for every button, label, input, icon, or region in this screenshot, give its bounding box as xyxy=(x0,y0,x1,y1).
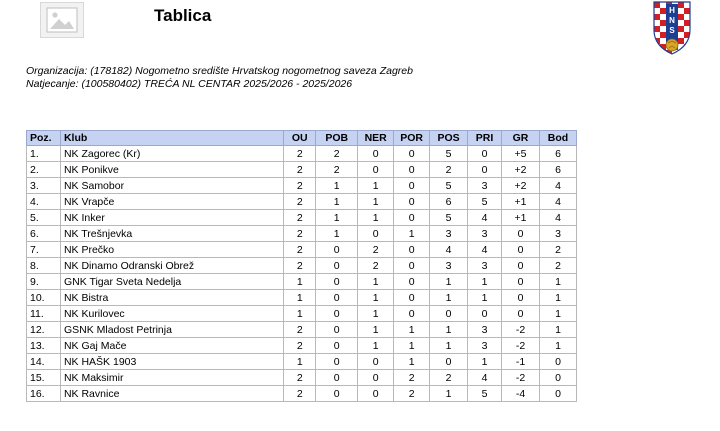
hns-crest-icon xyxy=(652,0,692,56)
cell-ner: 1 xyxy=(358,290,394,306)
cell-por: 2 xyxy=(394,370,430,386)
cell-por: 0 xyxy=(394,210,430,226)
table-row xyxy=(27,306,577,322)
cell-klub: NK Ravnice xyxy=(60,386,283,402)
cell-ou: 2 xyxy=(284,386,316,402)
cell-klub: NK Zagorec (Kr) xyxy=(60,146,283,162)
cell-klub: GSNK Mladost Petrinja xyxy=(60,322,283,338)
cell-poz: 11. xyxy=(27,306,61,322)
cell-gr: +1 xyxy=(502,194,540,210)
cell-ou: 2 xyxy=(284,370,316,386)
cell-pob: 0 xyxy=(316,322,358,338)
cell-pos: 2 xyxy=(430,162,468,178)
cell-pos: 4 xyxy=(430,242,468,258)
cell-pob: 1 xyxy=(316,226,358,242)
cell-por: 0 xyxy=(394,146,430,162)
cell-pob: 0 xyxy=(316,338,358,354)
cell-pri: 5 xyxy=(468,194,502,210)
cell-por: 1 xyxy=(394,226,430,242)
cell-ner: 1 xyxy=(358,306,394,322)
cell-gr: +1 xyxy=(502,210,540,226)
cell-pri: 3 xyxy=(468,178,502,194)
cell-ou: 2 xyxy=(284,210,316,226)
cell-ner: 0 xyxy=(358,386,394,402)
cell-pos: 6 xyxy=(430,194,468,210)
cell-pos: 0 xyxy=(430,306,468,322)
cell-poz: 5. xyxy=(27,210,61,226)
cell-pob: 1 xyxy=(316,178,358,194)
cell-bod: 4 xyxy=(539,178,576,194)
competition-line: Natjecanje: (100580402) TREĆA NL CENTAR 2025/2026 - 2025/2026 xyxy=(26,78,353,90)
cell-poz: 13. xyxy=(27,338,61,354)
cell-bod: 6 xyxy=(539,162,576,178)
cell-poz: 10. xyxy=(27,290,61,306)
cell-gr: -1 xyxy=(502,354,540,370)
cell-pri: 0 xyxy=(468,162,502,178)
cell-pos: 5 xyxy=(430,178,468,194)
cell-pri: 3 xyxy=(468,226,502,242)
cell-pos: 1 xyxy=(430,322,468,338)
cell-pob: 2 xyxy=(316,162,358,178)
table-row xyxy=(27,354,577,370)
cell-klub: GNK Tigar Sveta Nedelja xyxy=(60,274,283,290)
cell-pos: 1 xyxy=(430,338,468,354)
cell-pri: 0 xyxy=(468,146,502,162)
cell-pob: 2 xyxy=(316,146,358,162)
cell-pos: 3 xyxy=(430,258,468,274)
cell-bod: 2 xyxy=(539,242,576,258)
cell-ou: 2 xyxy=(284,194,316,210)
header-por: POR xyxy=(394,131,430,146)
cell-ner: 2 xyxy=(358,242,394,258)
cell-por: 1 xyxy=(394,354,430,370)
cell-gr: 0 xyxy=(502,290,540,306)
cell-poz: 16. xyxy=(27,386,61,402)
page-title: Tablica xyxy=(154,6,212,25)
cell-pos: 1 xyxy=(430,386,468,402)
cell-gr: 0 xyxy=(502,258,540,274)
cell-ou: 2 xyxy=(284,322,316,338)
header-bod: Bod xyxy=(539,131,576,146)
image-placeholder-glyph xyxy=(41,3,83,37)
cell-klub: NK Maksimir xyxy=(60,370,283,386)
cell-por: 1 xyxy=(394,338,430,354)
table-row xyxy=(27,290,577,306)
cell-poz: 1. xyxy=(27,146,61,162)
cell-bod: 0 xyxy=(539,370,576,386)
crest-letter-1: H xyxy=(669,6,675,15)
cell-gr: +5 xyxy=(502,146,540,162)
cell-pri: 5 xyxy=(468,386,502,402)
crest-letter-3: S xyxy=(669,26,675,35)
cell-klub: NK Dinamo Odranski Obrež xyxy=(60,258,283,274)
table-row xyxy=(27,178,577,194)
cell-klub: NK Vrapče xyxy=(60,194,283,210)
cell-pos: 5 xyxy=(430,210,468,226)
cell-por: 0 xyxy=(394,258,430,274)
table-row xyxy=(27,386,577,402)
cell-ner: 1 xyxy=(358,274,394,290)
cell-pri: 3 xyxy=(468,338,502,354)
cell-gr: -4 xyxy=(502,386,540,402)
cell-poz: 9. xyxy=(27,274,61,290)
header-poz: Poz. xyxy=(27,131,61,146)
cell-ner: 1 xyxy=(358,194,394,210)
cell-bod: 4 xyxy=(539,210,576,226)
cell-ou: 1 xyxy=(284,306,316,322)
cell-pos: 1 xyxy=(430,274,468,290)
cell-ou: 1 xyxy=(284,290,316,306)
cell-poz: 14. xyxy=(27,354,61,370)
cell-bod: 1 xyxy=(539,306,576,322)
table-row xyxy=(27,258,577,274)
standings-table xyxy=(26,130,577,402)
cell-bod: 6 xyxy=(539,146,576,162)
cell-pos: 3 xyxy=(430,226,468,242)
cell-por: 2 xyxy=(394,386,430,402)
cell-poz: 4. xyxy=(27,194,61,210)
cell-klub: NK Gaj Mače xyxy=(60,338,283,354)
cell-ou: 2 xyxy=(284,338,316,354)
cell-gr: 0 xyxy=(502,242,540,258)
cell-klub: NK Samobor xyxy=(60,178,283,194)
cell-ner: 1 xyxy=(358,338,394,354)
cell-pri: 1 xyxy=(468,290,502,306)
header-pri: PRI xyxy=(468,131,502,146)
cell-ner: 0 xyxy=(358,162,394,178)
cell-bod: 3 xyxy=(539,226,576,242)
cell-pri: 4 xyxy=(468,242,502,258)
table-row xyxy=(27,370,577,386)
cell-ner: 1 xyxy=(358,322,394,338)
competition-info xyxy=(26,65,413,91)
crest-letter-2: N xyxy=(669,16,675,25)
cell-ou: 1 xyxy=(284,274,316,290)
header-ou: OU xyxy=(284,131,316,146)
header-klub: Klub xyxy=(60,131,283,146)
cell-ner: 2 xyxy=(358,258,394,274)
cell-ner: 1 xyxy=(358,210,394,226)
cell-ner: 0 xyxy=(358,146,394,162)
cell-gr: +2 xyxy=(502,178,540,194)
cell-klub: NK HAŠK 1903 xyxy=(60,354,283,370)
cell-bod: 1 xyxy=(539,338,576,354)
cell-pob: 0 xyxy=(316,242,358,258)
cell-ner: 0 xyxy=(358,370,394,386)
cell-pob: 0 xyxy=(316,274,358,290)
cell-por: 1 xyxy=(394,322,430,338)
table-row xyxy=(27,242,577,258)
header-gr: GR xyxy=(502,131,540,146)
header-ner: NER xyxy=(358,131,394,146)
cell-pri: 4 xyxy=(468,210,502,226)
cell-pri: 1 xyxy=(468,354,502,370)
table-header-row xyxy=(27,131,577,146)
cell-pri: 0 xyxy=(468,306,502,322)
cell-ou: 2 xyxy=(284,258,316,274)
cell-gr: -2 xyxy=(502,338,540,354)
cell-pos: 1 xyxy=(430,290,468,306)
cell-gr: +2 xyxy=(502,162,540,178)
cell-gr: 0 xyxy=(502,306,540,322)
cell-poz: 12. xyxy=(27,322,61,338)
cell-pob: 1 xyxy=(316,210,358,226)
cell-bod: 2 xyxy=(539,258,576,274)
cell-klub: NK Inker xyxy=(60,210,283,226)
cell-pos: 2 xyxy=(430,370,468,386)
cell-bod: 0 xyxy=(539,354,576,370)
table-row xyxy=(27,226,577,242)
cell-klub: NK Ponikve xyxy=(60,162,283,178)
organization-line: Organizacija: (178182) Nogometno središte Hrvatskog nogometnog saveza Zagreb xyxy=(26,65,413,77)
cell-pri: 1 xyxy=(468,274,502,290)
cell-poz: 15. xyxy=(27,370,61,386)
cell-pob: 0 xyxy=(316,354,358,370)
cell-klub: NK Kurilovec xyxy=(60,306,283,322)
header-pos: POS xyxy=(430,131,468,146)
table-row xyxy=(27,194,577,210)
cell-por: 0 xyxy=(394,290,430,306)
cell-klub: NK Prečko xyxy=(60,242,283,258)
table-row xyxy=(27,274,577,290)
cell-bod: 4 xyxy=(539,194,576,210)
cell-bod: 1 xyxy=(539,290,576,306)
cell-por: 0 xyxy=(394,306,430,322)
cell-pos: 0 xyxy=(430,354,468,370)
table-row xyxy=(27,338,577,354)
table-row xyxy=(27,210,577,226)
cell-pob: 0 xyxy=(316,370,358,386)
cell-ner: 0 xyxy=(358,354,394,370)
cell-pob: 0 xyxy=(316,290,358,306)
cell-pri: 3 xyxy=(468,322,502,338)
cell-ou: 1 xyxy=(284,354,316,370)
cell-gr: 0 xyxy=(502,274,540,290)
cell-ou: 2 xyxy=(284,242,316,258)
cell-poz: 6. xyxy=(27,226,61,242)
cell-por: 0 xyxy=(394,162,430,178)
cell-klub: NK Trešnjevka xyxy=(60,226,283,242)
cell-pob: 0 xyxy=(316,306,358,322)
cell-pri: 3 xyxy=(468,258,502,274)
cell-bod: 1 xyxy=(539,274,576,290)
image-placeholder-icon xyxy=(40,2,84,38)
cell-pob: 0 xyxy=(316,258,358,274)
table-row xyxy=(27,322,577,338)
cell-por: 0 xyxy=(394,274,430,290)
cell-ner: 1 xyxy=(358,178,394,194)
cell-poz: 2. xyxy=(27,162,61,178)
cell-poz: 8. xyxy=(27,258,61,274)
cell-ou: 2 xyxy=(284,162,316,178)
cell-bod: 1 xyxy=(539,322,576,338)
cell-gr: 0 xyxy=(502,226,540,242)
cell-gr: -2 xyxy=(502,370,540,386)
cell-klub: NK Bistra xyxy=(60,290,283,306)
cell-pos: 5 xyxy=(430,146,468,162)
cell-por: 0 xyxy=(394,242,430,258)
cell-ner: 0 xyxy=(358,226,394,242)
cell-pob: 1 xyxy=(316,194,358,210)
cell-ou: 2 xyxy=(284,178,316,194)
cell-ou: 2 xyxy=(284,226,316,242)
cell-gr: -2 xyxy=(502,322,540,338)
cell-poz: 7. xyxy=(27,242,61,258)
cell-pri: 4 xyxy=(468,370,502,386)
cell-por: 0 xyxy=(394,178,430,194)
cell-bod: 0 xyxy=(539,386,576,402)
header-pob: POB xyxy=(316,131,358,146)
cell-poz: 3. xyxy=(27,178,61,194)
cell-pob: 0 xyxy=(316,386,358,402)
cell-por: 0 xyxy=(394,194,430,210)
table-row xyxy=(27,162,577,178)
table-row xyxy=(27,146,577,162)
cell-ou: 2 xyxy=(284,146,316,162)
